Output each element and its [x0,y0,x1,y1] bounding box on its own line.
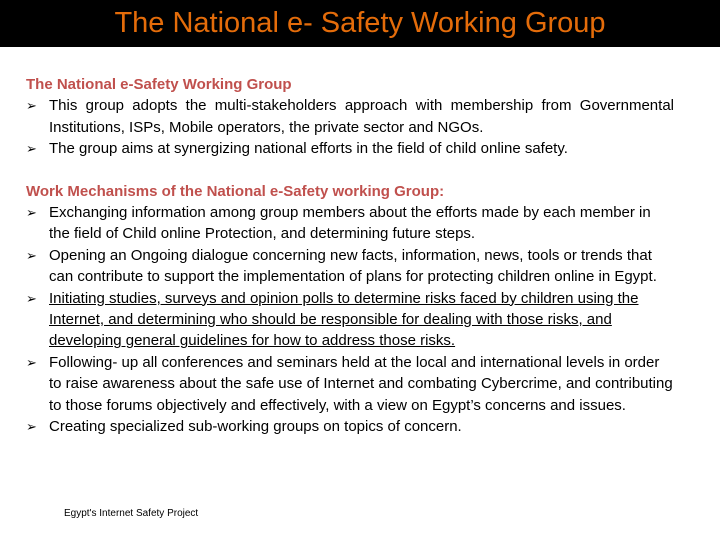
arrow-bullet-icon: ➢ [26,419,37,435]
bullet-text: Creating specialized sub-working groups on topics of concern. [49,418,462,436]
bullet-text: Initiating studies, surveys and opinion polls to determine risks faced by children using the Internet, and determining who should be responsible for dealing with those risks, and developing general guidelines for how to address those risks. [49,289,639,350]
section-spacer [26,160,674,181]
bullet-item [26,245,674,288]
slide-content [26,74,674,438]
bullet-item [26,95,674,138]
bullet-item [26,138,674,159]
arrow-bullet-icon: ➢ [26,205,37,221]
arrow-bullet-icon: ➢ [26,354,37,370]
bullet-text: Following- up all conferences and seminars held at the local and international levels in order to raise awareness about the safe use of Internet and combating Cybercrime, and contributing to those forums objectively and effectively, with a view on Egypt’s concerns and issues. [49,353,673,414]
section-heading-mechanisms: Work Mechanisms of the National e-Safety working Group: [26,182,445,200]
arrow-bullet-icon: ➢ [26,290,37,306]
bullet-text: Opening an Ongoing dialogue concerning new facts, information, news, tools or trends that can contribute to support the implementation of plans for protecting children online in Egypt. [49,246,657,286]
section-heading-group: The National e-Safety Working Group [26,76,292,93]
slide-title: The National e- Safety Working Group [114,7,606,39]
arrow-bullet-icon: ➢ [26,247,37,263]
bullet-item [26,416,674,437]
bullet-item [26,288,674,352]
bullet-item [26,202,674,245]
bullet-text: The group aims at synergizing national efforts in the field of child online safety. [49,140,568,158]
footer-text: Egypt's Internet Safety Project [64,508,199,519]
arrow-bullet-icon: ➢ [26,98,37,114]
bullet-text: This group adopts the multi-stakeholders approach with membership from Governmental Institutions, ISPs, Mobile operators, the private sector and NGOs. [49,97,674,136]
bullet-item [26,352,674,416]
arrow-bullet-icon: ➢ [26,141,37,157]
bullet-text: Exchanging information among group members about the efforts made by each member in the field of Child online Protection, and determining future steps. [49,204,651,243]
